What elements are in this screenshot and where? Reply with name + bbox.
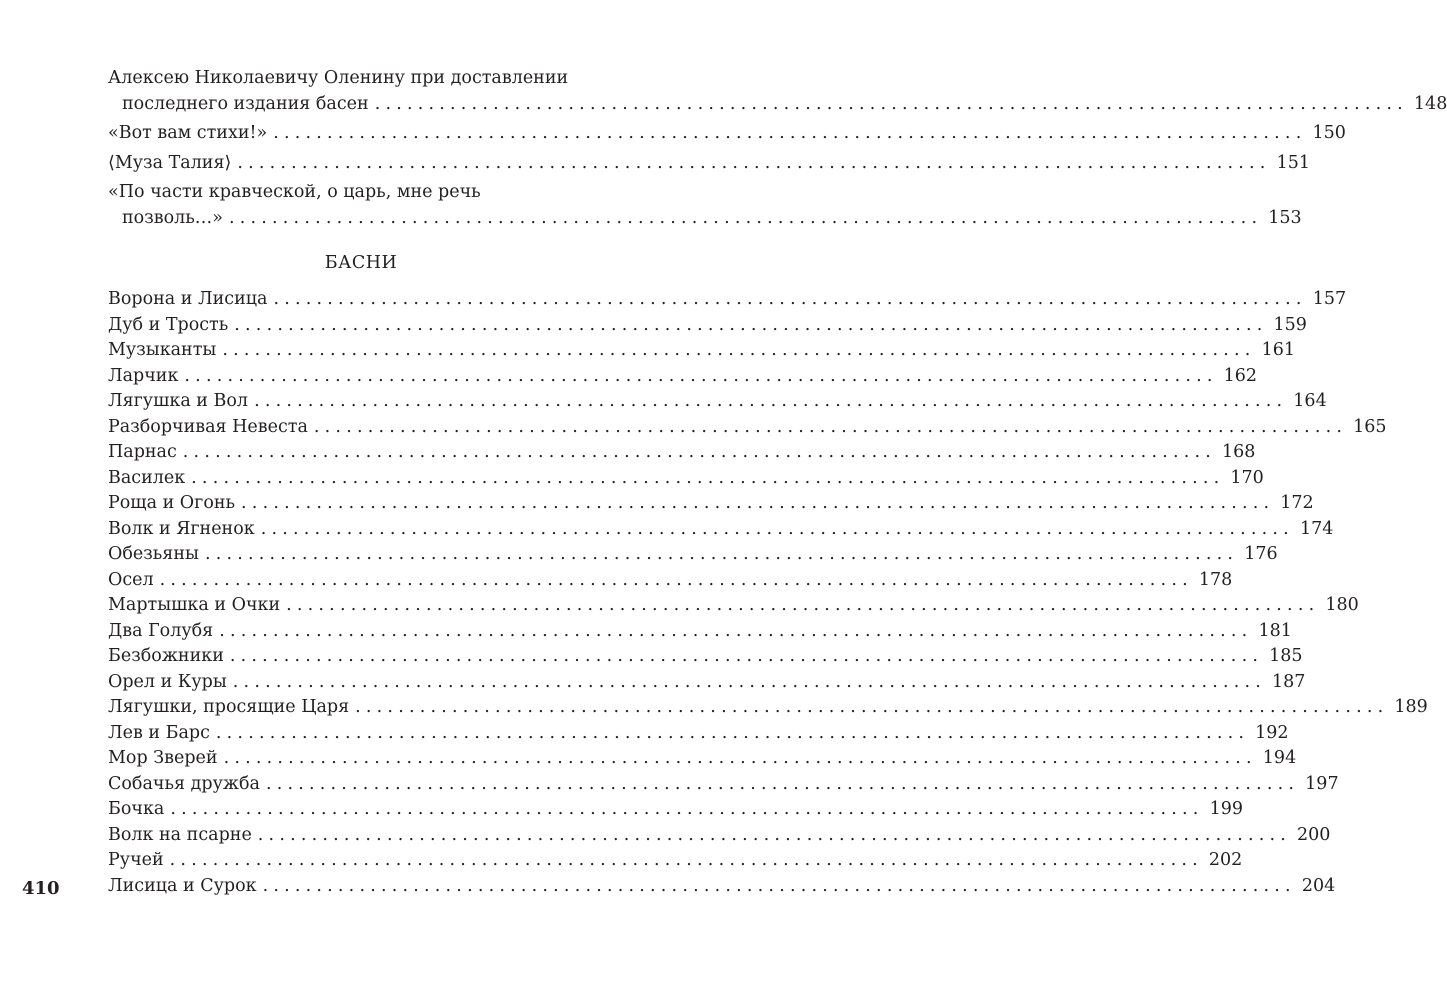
toc-entry-title: Волк на псарне bbox=[108, 824, 252, 845]
toc-entry bbox=[108, 364, 1258, 390]
toc-entry-title: Мор Зверей bbox=[108, 748, 218, 768]
toc-entry-title: ⟨Муза Талия⟩ bbox=[108, 152, 232, 173]
toc-entry bbox=[108, 746, 1297, 772]
toc-entry-page: 172 bbox=[1280, 493, 1314, 513]
toc-entry-page: 159 bbox=[1273, 314, 1307, 335]
dot-leader: ................................................................................................ bbox=[273, 289, 1307, 309]
toc-entry-title: Волк и Ягненок bbox=[108, 518, 255, 539]
toc-entry bbox=[108, 542, 1278, 568]
toc-entry bbox=[108, 644, 1303, 670]
toc-entry bbox=[108, 797, 1243, 823]
toc-entry-title: Роща и Огонь bbox=[108, 493, 236, 513]
toc-entry-title: Орел и Куры bbox=[108, 671, 227, 692]
dot-leader: ................................................................................................ bbox=[313, 416, 1348, 437]
toc-entry-page: 161 bbox=[1261, 340, 1295, 360]
toc-entry bbox=[108, 66, 1447, 117]
dot-leader: ................................................................................................ bbox=[170, 799, 1204, 819]
dot-leader: ................................................................................................ bbox=[169, 850, 1203, 870]
toc-entry-title: Разборчивая Невеста bbox=[108, 416, 308, 437]
toc-entry-page: 153 bbox=[1268, 207, 1302, 228]
dot-leader: ................................................................................................ bbox=[262, 875, 1296, 896]
toc-entry-page: 178 bbox=[1198, 569, 1233, 590]
dot-leader: ................................................................................................ bbox=[355, 697, 1389, 717]
toc-entry-page: 157 bbox=[1312, 289, 1347, 309]
toc-entry-title: последнего издания басен bbox=[122, 93, 369, 114]
toc-entry bbox=[108, 874, 1336, 900]
toc-entry-title: Лев и Барс bbox=[108, 722, 210, 743]
toc-entry bbox=[108, 517, 1334, 543]
toc-entry-page: 181 bbox=[1258, 620, 1292, 641]
toc-entry-title-line: Алексею Николаевичу Оленину при доставлении bbox=[108, 68, 569, 88]
toc-entry bbox=[108, 823, 1331, 849]
toc-entry-page: 165 bbox=[1353, 416, 1387, 437]
toc-entry-page: 202 bbox=[1208, 850, 1243, 870]
table-of-contents bbox=[108, 66, 1447, 899]
toc-entry-page: 170 bbox=[1230, 467, 1264, 488]
toc-entry-title: Музыканты bbox=[108, 340, 217, 360]
toc-entry-title-line: «По части кравческой, о царь, мне речь bbox=[108, 182, 481, 202]
toc-entry bbox=[108, 338, 1295, 364]
toc-entry-title: Осел bbox=[108, 569, 154, 590]
dot-leader: ................................................................................................ bbox=[257, 824, 1292, 845]
dot-leader: ................................................................................................ bbox=[191, 467, 1225, 488]
dot-leader: ................................................................................................ bbox=[184, 365, 1218, 386]
dot-leader: ................................................................................................ bbox=[219, 620, 1253, 641]
toc-entry-page: 192 bbox=[1255, 722, 1289, 743]
toc-entry-page: 180 bbox=[1325, 595, 1359, 615]
toc-entry-title: Мартышка и Очки bbox=[108, 595, 281, 615]
toc-entry-page: 189 bbox=[1394, 697, 1428, 717]
dot-leader: ................................................................................................ bbox=[273, 123, 1307, 143]
dot-leader: ................................................................................................ bbox=[260, 518, 1294, 539]
toc-entry-title: Безбожники bbox=[108, 646, 224, 666]
toc-entry-page: 150 bbox=[1312, 123, 1346, 143]
toc-entry-page: 187 bbox=[1272, 671, 1306, 692]
toc-entry-title: Дуб и Трость bbox=[108, 314, 229, 335]
toc-entry bbox=[108, 619, 1292, 645]
toc-entry bbox=[108, 415, 1387, 441]
dot-leader: ................................................................................................ bbox=[234, 314, 1268, 335]
toc-entry-page: 148 bbox=[1413, 93, 1447, 114]
toc-entry bbox=[108, 772, 1339, 798]
toc-entry-title: Два Голубя bbox=[108, 620, 214, 641]
toc-entry bbox=[108, 593, 1359, 619]
dot-leader: ................................................................................................ bbox=[204, 544, 1239, 564]
toc-entry-page: 176 bbox=[1244, 544, 1278, 564]
toc-entry-page: 200 bbox=[1297, 824, 1331, 845]
dot-leader: ................................................................................................ bbox=[182, 442, 1217, 462]
dot-leader: ................................................................................................ bbox=[232, 671, 1267, 692]
toc-entry bbox=[108, 389, 1327, 415]
toc-entry-title: Василек bbox=[108, 467, 186, 488]
toc-entry bbox=[108, 121, 1346, 147]
toc-entry bbox=[108, 440, 1256, 466]
dot-leader: ................................................................................................ bbox=[374, 93, 1408, 114]
section-heading: БАСНИ bbox=[324, 253, 398, 273]
dot-leader: ................................................................................................ bbox=[254, 391, 1288, 411]
toc-entry bbox=[108, 180, 1302, 231]
toc-entry bbox=[108, 848, 1243, 874]
toc-entry-page: 151 bbox=[1276, 152, 1310, 173]
dot-leader: ................................................................................................ bbox=[228, 207, 1263, 228]
dot-leader: ................................................................................................ bbox=[215, 722, 1250, 743]
toc-entry-title: Парнас bbox=[108, 442, 177, 462]
toc-entry-title: Собачья дружба bbox=[108, 773, 260, 794]
toc-entry-title: позволь…» bbox=[122, 207, 223, 228]
toc-entry-title: Ручей bbox=[108, 850, 164, 870]
toc-entry-page: 174 bbox=[1299, 518, 1334, 539]
dot-leader: ................................................................................................ bbox=[222, 340, 1256, 360]
toc-entry-title: Обезьяны bbox=[108, 544, 199, 564]
toc-entry-page: 204 bbox=[1301, 875, 1336, 896]
toc-entry-title: Ворона и Лисица bbox=[108, 289, 268, 309]
toc-entry-page: 185 bbox=[1269, 646, 1303, 666]
dot-leader: ................................................................................................ bbox=[237, 152, 1271, 173]
toc-entry bbox=[108, 695, 1428, 721]
dot-leader: ................................................................................................ bbox=[229, 646, 1264, 666]
toc-entry bbox=[108, 287, 1347, 313]
toc-entry bbox=[108, 721, 1289, 747]
toc-entry-title: Лисица и Сурок bbox=[108, 875, 257, 896]
toc-entry-title: «Вот вам стихи!» bbox=[108, 123, 268, 143]
toc-entry-page: 194 bbox=[1262, 748, 1297, 768]
toc-entry-page: 168 bbox=[1222, 442, 1256, 462]
toc-entry bbox=[108, 151, 1310, 177]
dot-leader: ................................................................................................ bbox=[159, 569, 1193, 590]
toc-entry-page: 164 bbox=[1293, 391, 1327, 411]
toc-entry-title: Бочка bbox=[108, 799, 165, 819]
dot-leader: ................................................................................................ bbox=[265, 773, 1300, 794]
toc-entry-page: 197 bbox=[1305, 773, 1339, 794]
toc-entry-page: 162 bbox=[1223, 365, 1258, 386]
dot-leader: ................................................................................................ bbox=[223, 748, 1257, 768]
toc-entry-title: Лягушки, просящие Царя bbox=[108, 697, 350, 717]
toc-entry bbox=[108, 466, 1264, 492]
dot-leader: ................................................................................................ bbox=[286, 595, 1320, 615]
toc-entry bbox=[108, 568, 1233, 594]
toc-entry bbox=[108, 313, 1307, 339]
toc-entry-title: Лягушка и Вол bbox=[108, 391, 249, 411]
toc-entry-title: Ларчик bbox=[108, 365, 179, 386]
toc-entry-page: 199 bbox=[1209, 799, 1243, 819]
dot-leader: ................................................................................................ bbox=[241, 493, 1275, 513]
page-number: 410 bbox=[22, 878, 60, 899]
toc-entry bbox=[108, 491, 1314, 517]
toc-entry bbox=[108, 670, 1306, 696]
